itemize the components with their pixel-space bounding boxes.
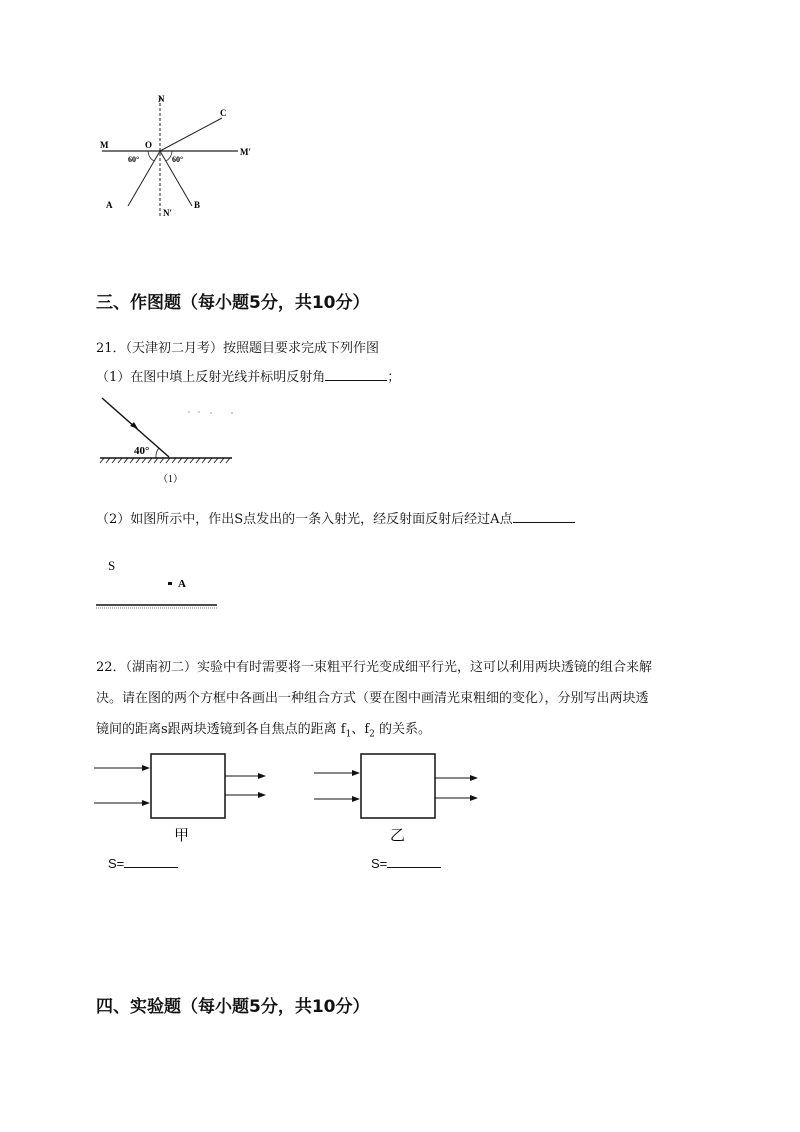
q21-stem: 21．（天津初二月考）按照题目要求完成下列作图 [96,341,380,356]
figure-2 [92,555,222,613]
answer-blank [325,368,387,381]
q22-line3-a: 镜间的距离s跟两块透镜到各自焦点的距离 f [96,722,346,737]
label-m: M [100,140,109,150]
q21-part2-text: （2）如图所示中，作出S点发出的一条入射光，经反射面反射后经过A点 [96,512,513,527]
point-a-marker [168,582,172,585]
label-m-prime: M′ [240,147,252,157]
s-label-right: S= [371,856,388,871]
q22-line2: 决。请在图的两个方框中各画出一种组合方式（要在图中画清光束粗细的变化），分别写出两块透 [96,691,649,706]
point-a-label: A [178,578,186,590]
q22-sep: 、f [351,722,370,737]
angle-label: 40° [134,445,150,457]
ray-oc [160,118,222,151]
f1-subscript: 1 [345,729,352,740]
label-n-prime: N′ [163,208,173,218]
label-angle-right: 60° [172,155,184,164]
lens-box-right [314,752,494,852]
lens-box [151,754,225,818]
answer-blank [513,510,575,523]
box-caption-yi: 乙 [390,828,406,844]
section-3-title: 三、作图题（每小题5分，共10分） [96,293,370,313]
section-4-title: 四、实验题（每小题5分，共10分） [96,997,370,1017]
lens-box-left [94,752,274,852]
label-o: O [145,140,153,150]
s-answer-left [108,855,178,871]
faint-dots [188,411,233,414]
reflection-figure-top [90,88,270,228]
q22-line1: 22．（湖南初二）实验中有时需要将一束粗平行光变成细平行光，这可以利用两块透镜的组合来解 [96,660,653,675]
label-a: A [106,200,113,210]
angle-arc [156,448,159,458]
q21-part1 [96,366,400,385]
f2-subscript: 2 [369,729,375,740]
label-angle-left: 60° [128,155,140,164]
q21-part1-text: （1）在图中填上反射光线并标明反射角 [96,370,326,385]
figure-caption: （1） [158,474,183,485]
s-answer-right [371,855,441,871]
answer-blank [387,855,441,868]
q21-part1-end: ； [387,370,401,385]
label-b: B [194,200,201,210]
q22-line3-b: 的关系。 [374,722,432,737]
lens-box [361,754,435,818]
q21-part2 [96,508,575,527]
label-c: C [220,108,227,118]
answer-blank [124,855,178,868]
point-s-label: S [108,558,116,573]
angle-arc-left [148,151,154,161]
box-caption-jia: 甲 [174,828,190,844]
figure-1 [96,392,246,492]
s-label-left: S= [108,856,125,871]
q22-line3 [96,718,431,740]
label-n: N [158,94,165,104]
